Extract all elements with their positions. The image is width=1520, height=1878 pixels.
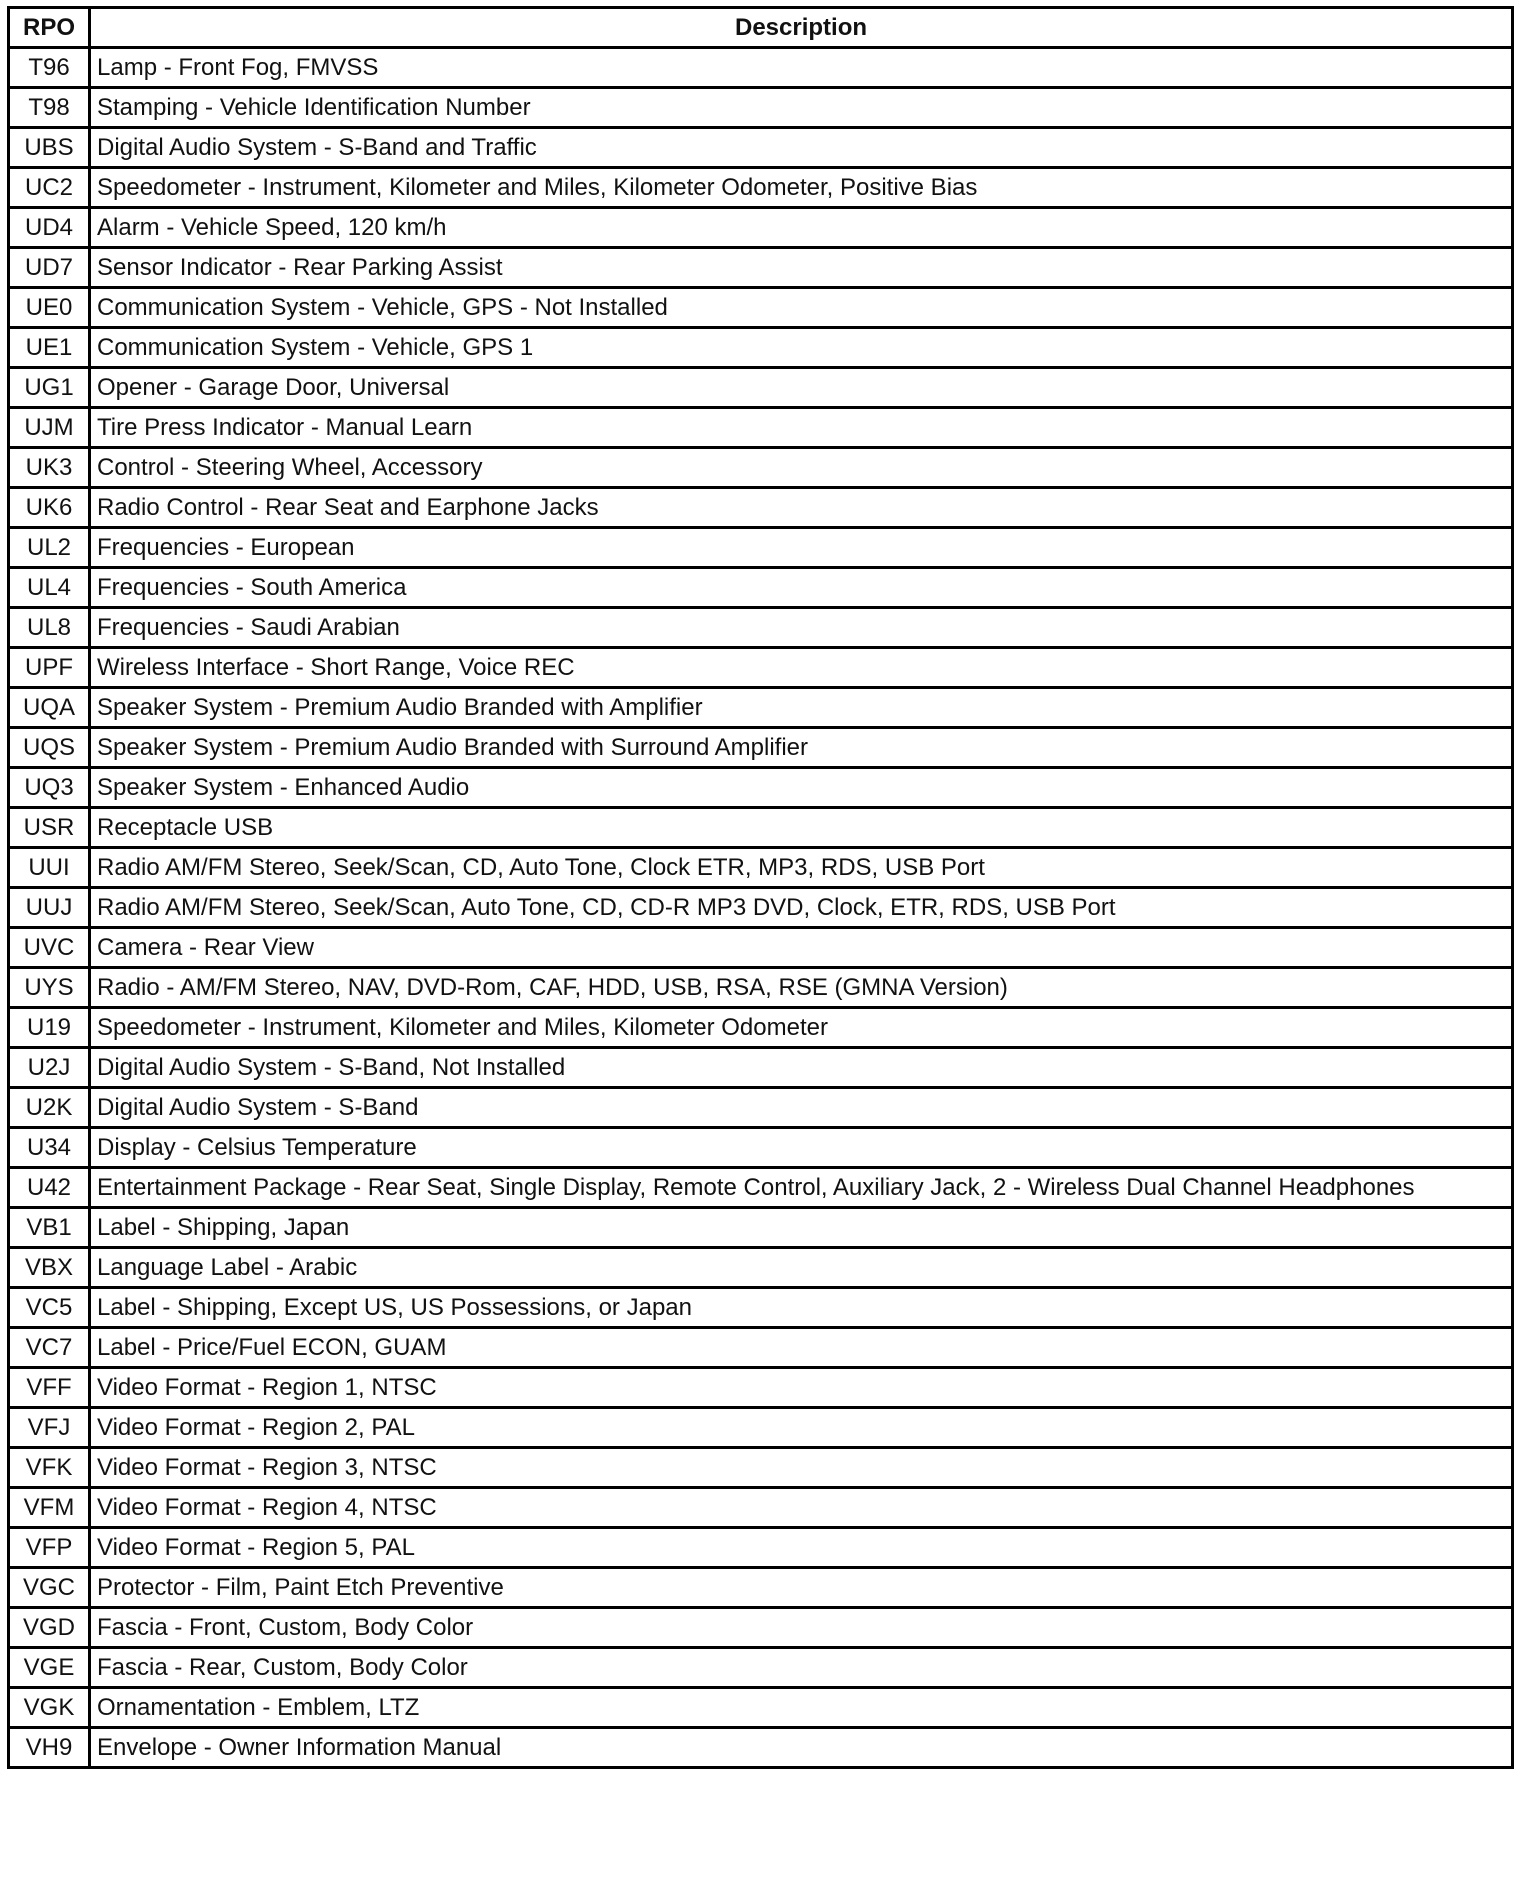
table-row (9, 608, 1513, 648)
table-row (9, 88, 1513, 128)
description-cell: Video Format - Region 2, PAL (90, 1408, 1513, 1448)
table-row (9, 1168, 1513, 1208)
table-row (9, 1088, 1513, 1128)
rpo-code-cell: T96 (9, 48, 90, 88)
description-cell: Speaker System - Premium Audio Branded with Amplifier (90, 688, 1513, 728)
description-cell: Video Format - Region 4, NTSC (90, 1488, 1513, 1528)
rpo-code-cell: VGK (9, 1688, 90, 1728)
table-row (9, 1288, 1513, 1328)
rpo-code-cell: VB1 (9, 1208, 90, 1248)
description-cell: Ornamentation - Emblem, LTZ (90, 1688, 1513, 1728)
table-row (9, 1208, 1513, 1248)
table-row (9, 568, 1513, 608)
description-cell: Frequencies - South America (90, 568, 1513, 608)
description-cell: Lamp - Front Fog, FMVSS (90, 48, 1513, 88)
table-row (9, 888, 1513, 928)
description-cell: Radio Control - Rear Seat and Earphone Jacks (90, 488, 1513, 528)
table-row (9, 168, 1513, 208)
rpo-code-cell: UE1 (9, 328, 90, 368)
table-row (9, 648, 1513, 688)
description-cell: Digital Audio System - S-Band and Traffic (90, 128, 1513, 168)
description-cell: Envelope - Owner Information Manual (90, 1728, 1513, 1768)
table-row (9, 1368, 1513, 1408)
table-row (9, 1008, 1513, 1048)
rpo-code-cell: UPF (9, 648, 90, 688)
table-header-row (9, 8, 1513, 48)
table-row (9, 1048, 1513, 1088)
rpo-code-cell: UK6 (9, 488, 90, 528)
description-cell: Protector - Film, Paint Etch Preventive (90, 1568, 1513, 1608)
description-cell: Receptacle USB (90, 808, 1513, 848)
description-cell: Radio - AM/FM Stereo, NAV, DVD-Rom, CAF, HDD, USB, RSA, RSE (GMNA Version) (90, 968, 1513, 1008)
rpo-code-cell: UBS (9, 128, 90, 168)
rpo-code-cell: VFM (9, 1488, 90, 1528)
description-cell: Digital Audio System - S-Band (90, 1088, 1513, 1128)
table-row (9, 1568, 1513, 1608)
rpo-code-cell: UQS (9, 728, 90, 768)
table-row (9, 1688, 1513, 1728)
table-row (9, 1408, 1513, 1448)
rpo-code-cell: VFP (9, 1528, 90, 1568)
table-row (9, 1528, 1513, 1568)
table-row (9, 768, 1513, 808)
rpo-code-cell: UG1 (9, 368, 90, 408)
description-cell: Camera - Rear View (90, 928, 1513, 968)
description-cell: Speedometer - Instrument, Kilometer and Miles, Kilometer Odometer, Positive Bias (90, 168, 1513, 208)
description-cell: Fascia - Front, Custom, Body Color (90, 1608, 1513, 1648)
table-row (9, 848, 1513, 888)
rpo-code-cell: UC2 (9, 168, 90, 208)
rpo-code-cell: VFJ (9, 1408, 90, 1448)
description-cell: Video Format - Region 5, PAL (90, 1528, 1513, 1568)
rpo-code-cell: U2J (9, 1048, 90, 1088)
rpo-code-cell: U34 (9, 1128, 90, 1168)
rpo-code-cell: VFK (9, 1448, 90, 1488)
rpo-code-cell: UD4 (9, 208, 90, 248)
rpo-code-cell: U42 (9, 1168, 90, 1208)
table-row (9, 808, 1513, 848)
rpo-code-cell: UQA (9, 688, 90, 728)
table-row (9, 528, 1513, 568)
table-row (9, 368, 1513, 408)
table-row (9, 1248, 1513, 1288)
rpo-code-table (7, 6, 1514, 1769)
table-row (9, 288, 1513, 328)
description-cell: Radio AM/FM Stereo, Seek/Scan, CD, Auto Tone, Clock ETR, MP3, RDS, USB Port (90, 848, 1513, 888)
table-row (9, 328, 1513, 368)
rpo-code-cell: UL2 (9, 528, 90, 568)
table-row (9, 1648, 1513, 1688)
table-row (9, 248, 1513, 288)
table-row (9, 1128, 1513, 1168)
description-cell: Frequencies - Saudi Arabian (90, 608, 1513, 648)
table-row (9, 48, 1513, 88)
description-cell: Video Format - Region 1, NTSC (90, 1368, 1513, 1408)
table-row (9, 728, 1513, 768)
rpo-code-cell: UL4 (9, 568, 90, 608)
rpo-code-cell: UQ3 (9, 768, 90, 808)
table-row (9, 488, 1513, 528)
rpo-code-cell: UJM (9, 408, 90, 448)
description-cell: Label - Shipping, Japan (90, 1208, 1513, 1248)
rpo-code-cell: VGC (9, 1568, 90, 1608)
table-row (9, 208, 1513, 248)
description-cell: Speaker System - Premium Audio Branded with Surround Amplifier (90, 728, 1513, 768)
description-cell: Alarm - Vehicle Speed, 120 km/h (90, 208, 1513, 248)
description-cell: Sensor Indicator - Rear Parking Assist (90, 248, 1513, 288)
description-cell: Stamping - Vehicle Identification Number (90, 88, 1513, 128)
rpo-code-cell: UK3 (9, 448, 90, 488)
table-row (9, 968, 1513, 1008)
table-row (9, 128, 1513, 168)
description-cell: Wireless Interface - Short Range, Voice REC (90, 648, 1513, 688)
rpo-code-cell: USR (9, 808, 90, 848)
rpo-code-cell: VC5 (9, 1288, 90, 1328)
rpo-code-cell: UYS (9, 968, 90, 1008)
table-row (9, 1608, 1513, 1648)
table-row (9, 928, 1513, 968)
description-cell: Label - Shipping, Except US, US Possessions, or Japan (90, 1288, 1513, 1328)
description-cell: Tire Press Indicator - Manual Learn (90, 408, 1513, 448)
description-cell: Speedometer - Instrument, Kilometer and Miles, Kilometer Odometer (90, 1008, 1513, 1048)
description-cell: Opener - Garage Door, Universal (90, 368, 1513, 408)
rpo-code-cell: T98 (9, 88, 90, 128)
description-cell: Radio AM/FM Stereo, Seek/Scan, Auto Tone, CD, CD-R MP3 DVD, Clock, ETR, RDS, USB Port (90, 888, 1513, 928)
rpo-code-cell: U19 (9, 1008, 90, 1048)
description-cell: Communication System - Vehicle, GPS - Not Installed (90, 288, 1513, 328)
description-cell: Control - Steering Wheel, Accessory (90, 448, 1513, 488)
rpo-code-cell: UE0 (9, 288, 90, 328)
rpo-code-cell: VGE (9, 1648, 90, 1688)
description-cell: Communication System - Vehicle, GPS 1 (90, 328, 1513, 368)
rpo-code-cell: VBX (9, 1248, 90, 1288)
table-row (9, 1448, 1513, 1488)
table-row (9, 688, 1513, 728)
table-row (9, 1328, 1513, 1368)
rpo-code-cell: U2K (9, 1088, 90, 1128)
table-row (9, 448, 1513, 488)
rpo-code-cell: UVC (9, 928, 90, 968)
description-cell: Label - Price/Fuel ECON, GUAM (90, 1328, 1513, 1368)
description-cell: Entertainment Package - Rear Seat, Single Display, Remote Control, Auxiliary Jack, 2 - Wireless Dual Channel Headphones (90, 1168, 1513, 1208)
column-header-rpo: RPO (9, 8, 90, 48)
table-row (9, 408, 1513, 448)
description-cell: Digital Audio System - S-Band, Not Installed (90, 1048, 1513, 1088)
description-cell: Language Label - Arabic (90, 1248, 1513, 1288)
rpo-code-cell: VFF (9, 1368, 90, 1408)
rpo-code-cell: VH9 (9, 1728, 90, 1768)
description-cell: Speaker System - Enhanced Audio (90, 768, 1513, 808)
table-body (9, 48, 1513, 1768)
table-row (9, 1728, 1513, 1768)
rpo-code-cell: VGD (9, 1608, 90, 1648)
rpo-code-cell: UD7 (9, 248, 90, 288)
description-cell: Fascia - Rear, Custom, Body Color (90, 1648, 1513, 1688)
rpo-code-cell: VC7 (9, 1328, 90, 1368)
rpo-code-cell: UUJ (9, 888, 90, 928)
column-header-description: Description (90, 8, 1513, 48)
table-row (9, 1488, 1513, 1528)
description-cell: Frequencies - European (90, 528, 1513, 568)
rpo-code-cell: UL8 (9, 608, 90, 648)
rpo-table-container (7, 6, 1511, 1769)
rpo-code-cell: UUI (9, 848, 90, 888)
description-cell: Video Format - Region 3, NTSC (90, 1448, 1513, 1488)
description-cell: Display - Celsius Temperature (90, 1128, 1513, 1168)
